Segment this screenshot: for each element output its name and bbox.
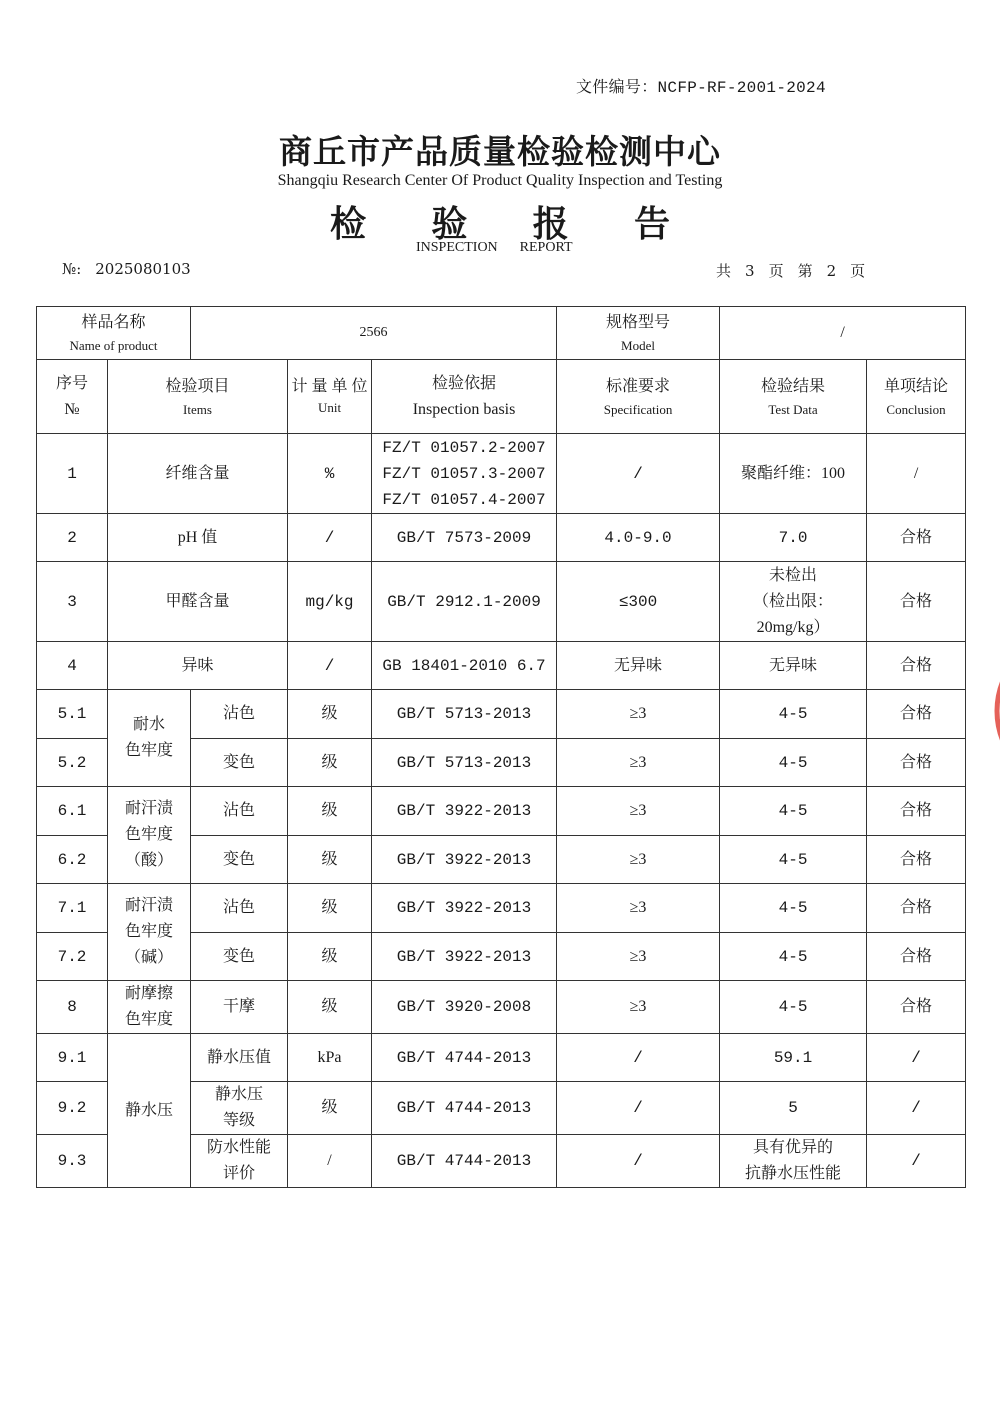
unit-cell: 级 xyxy=(288,690,372,739)
basis-cell: FZ/T 01057.2-2007 FZ/T 01057.3-2007 FZ/T 01057.4-2007 xyxy=(372,434,557,514)
group-cell: 耐水 色牢度 xyxy=(108,690,191,787)
report-title: 检 验 报 告 xyxy=(330,204,670,245)
basis-cell: GB/T 3922-2013 xyxy=(372,884,557,933)
table-row xyxy=(37,884,966,933)
col-conclusion: 单项结论 Conclusion xyxy=(867,360,966,434)
result-cell: 无异味 xyxy=(720,642,867,690)
spec-cell: ≥3 xyxy=(557,787,720,836)
organization-name-en: Shangqiu Research Center Of Product Quality Inspection and Testing xyxy=(277,172,723,189)
basis-cell: GB 18401-2010 6.7 xyxy=(372,642,557,690)
sub-item-cell: 静水压 等级 xyxy=(191,1082,288,1135)
sub-item-cell: 沾色 xyxy=(191,787,288,836)
model-label: 规格型号 Model xyxy=(557,307,720,360)
report-title-en: INSPECTION REPORT xyxy=(416,240,573,255)
header-row xyxy=(37,360,966,434)
basis-cell: GB/T 4744-2013 xyxy=(372,1082,557,1135)
seq-cell: 1 xyxy=(37,434,108,514)
seq-cell: 9.2 xyxy=(37,1082,108,1135)
seq-cell: 3 xyxy=(37,562,108,642)
conclusion-cell: / xyxy=(867,1082,966,1135)
official-seal-icon xyxy=(968,626,1000,796)
seq-cell: 9.3 xyxy=(37,1135,108,1188)
document-number: 文件编号：NCFP-RF-2001-2024 xyxy=(576,77,826,97)
col-result: 检验结果 Test Data xyxy=(720,360,867,434)
unit-cell: 级 xyxy=(288,884,372,933)
seq-cell: 6.1 xyxy=(37,787,108,836)
sub-item-cell: 变色 xyxy=(191,836,288,884)
unit-cell: mg/kg xyxy=(288,562,372,642)
result-cell: 4-5 xyxy=(720,884,867,933)
col-spec: 标准要求 Specification xyxy=(557,360,720,434)
result-cell: 聚酯纤维：100 xyxy=(720,434,867,514)
organization-name: 商丘市产品质量检验检测中心 xyxy=(279,132,721,171)
basis-cell: GB/T 7573-2009 xyxy=(372,514,557,562)
spec-cell: ≥3 xyxy=(557,981,720,1034)
conclusion-cell: 合格 xyxy=(867,642,966,690)
sub-item-cell: 防水性能 评价 xyxy=(191,1135,288,1188)
result-cell: 4-5 xyxy=(720,690,867,739)
item-cell: 甲醛含量 xyxy=(108,562,288,642)
unit-cell: 级 xyxy=(288,739,372,787)
spec-cell: / xyxy=(557,1135,720,1188)
item-cell: 纤维含量 xyxy=(108,434,288,514)
group-cell: 耐摩擦 色牢度 xyxy=(108,981,191,1034)
col-seq: 序号 № xyxy=(37,360,108,434)
unit-cell: 级 xyxy=(288,1082,372,1135)
seq-cell: 4 xyxy=(37,642,108,690)
conclusion-cell: 合格 xyxy=(867,739,966,787)
page-indicator: 共 3 页 第 2 页 xyxy=(716,262,866,280)
item-cell: pH 值 xyxy=(108,514,288,562)
result-cell: 59.1 xyxy=(720,1034,867,1082)
sub-item-cell: 干摩 xyxy=(191,981,288,1034)
basis-cell: GB/T 4744-2013 xyxy=(372,1135,557,1188)
spec-cell: ≤300 xyxy=(557,562,720,642)
spec-cell: ≥3 xyxy=(557,933,720,981)
unit-cell: / xyxy=(288,514,372,562)
sub-item-cell: 沾色 xyxy=(191,884,288,933)
seq-cell: 5.1 xyxy=(37,690,108,739)
unit-cell: 级 xyxy=(288,981,372,1034)
unit-cell: % xyxy=(288,434,372,514)
result-cell: 4-5 xyxy=(720,933,867,981)
group-cell: 静水压 xyxy=(108,1034,191,1188)
table-row xyxy=(37,434,966,514)
table-row xyxy=(37,642,966,690)
product-name-label: 样品名称 Name of product xyxy=(37,307,191,360)
conclusion-cell: 合格 xyxy=(867,836,966,884)
conclusion-cell: 合格 xyxy=(867,933,966,981)
seq-cell: 2 xyxy=(37,514,108,562)
spec-cell: / xyxy=(557,434,720,514)
spec-cell: / xyxy=(557,1082,720,1135)
conclusion-cell: / xyxy=(867,1135,966,1188)
col-items: 检验项目 Items xyxy=(108,360,288,434)
seq-cell: 7.2 xyxy=(37,933,108,981)
product-name-value: 2566 xyxy=(191,307,557,360)
seq-cell: 6.2 xyxy=(37,836,108,884)
table-row xyxy=(37,690,966,739)
item-cell: 异味 xyxy=(108,642,288,690)
table-row xyxy=(37,562,966,642)
conclusion-cell: 合格 xyxy=(867,690,966,739)
unit-cell: 级 xyxy=(288,787,372,836)
result-cell: 具有优异的 抗静水压性能 xyxy=(720,1135,867,1188)
col-basis: 检验依据 Inspection basis xyxy=(372,360,557,434)
basis-cell: GB/T 3922-2013 xyxy=(372,787,557,836)
conclusion-cell: 合格 xyxy=(867,981,966,1034)
report-number: №: 2025080103 xyxy=(62,260,191,278)
basis-cell: GB/T 5713-2013 xyxy=(372,739,557,787)
spec-cell: 4.0-9.0 xyxy=(557,514,720,562)
conclusion-cell: / xyxy=(867,1034,966,1082)
table-row xyxy=(37,1034,966,1082)
unit-cell: kPa xyxy=(288,1034,372,1082)
group-cell: 耐汗渍 色牢度 （碱） xyxy=(108,884,191,981)
basis-cell: GB/T 4744-2013 xyxy=(372,1034,557,1082)
basis-cell: GB/T 2912.1-2009 xyxy=(372,562,557,642)
result-cell: 4-5 xyxy=(720,981,867,1034)
unit-cell: 级 xyxy=(288,836,372,884)
inspection-table xyxy=(36,306,966,1188)
result-cell: 未检出 （检出限： 20mg/kg） xyxy=(720,562,867,642)
seq-cell: 5.2 xyxy=(37,739,108,787)
seq-cell: 7.1 xyxy=(37,884,108,933)
product-row xyxy=(37,307,966,360)
result-cell: 4-5 xyxy=(720,787,867,836)
spec-cell: ≥3 xyxy=(557,690,720,739)
result-cell: 7.0 xyxy=(720,514,867,562)
conclusion-cell: 合格 xyxy=(867,514,966,562)
seq-cell: 9.1 xyxy=(37,1034,108,1082)
spec-cell: ≥3 xyxy=(557,884,720,933)
group-cell: 耐汗渍 色牢度 （酸） xyxy=(108,787,191,884)
result-cell: 5 xyxy=(720,1082,867,1135)
spec-cell: ≥3 xyxy=(557,836,720,884)
table-row xyxy=(37,787,966,836)
table-row xyxy=(37,514,966,562)
spec-cell: 无异味 xyxy=(557,642,720,690)
spec-cell: ≥3 xyxy=(557,739,720,787)
sub-item-cell: 变色 xyxy=(191,739,288,787)
basis-cell: GB/T 3922-2013 xyxy=(372,933,557,981)
basis-cell: GB/T 3922-2013 xyxy=(372,836,557,884)
unit-cell: / xyxy=(288,642,372,690)
conclusion-cell: 合格 xyxy=(867,884,966,933)
col-unit: 计 量 单 位 Unit xyxy=(288,360,372,434)
sub-item-cell: 静水压值 xyxy=(191,1034,288,1082)
basis-cell: GB/T 3920-2008 xyxy=(372,981,557,1034)
sub-item-cell: 沾色 xyxy=(191,690,288,739)
result-cell: 4-5 xyxy=(720,836,867,884)
conclusion-cell: / xyxy=(867,434,966,514)
spec-cell: / xyxy=(557,1034,720,1082)
conclusion-cell: 合格 xyxy=(867,562,966,642)
result-cell: 4-5 xyxy=(720,739,867,787)
basis-cell: GB/T 5713-2013 xyxy=(372,690,557,739)
table-row xyxy=(37,981,966,1034)
sub-item-cell: 变色 xyxy=(191,933,288,981)
unit-cell: / xyxy=(288,1135,372,1188)
conclusion-cell: 合格 xyxy=(867,787,966,836)
unit-cell: 级 xyxy=(288,933,372,981)
model-value: / xyxy=(720,307,966,360)
seq-cell: 8 xyxy=(37,981,108,1034)
